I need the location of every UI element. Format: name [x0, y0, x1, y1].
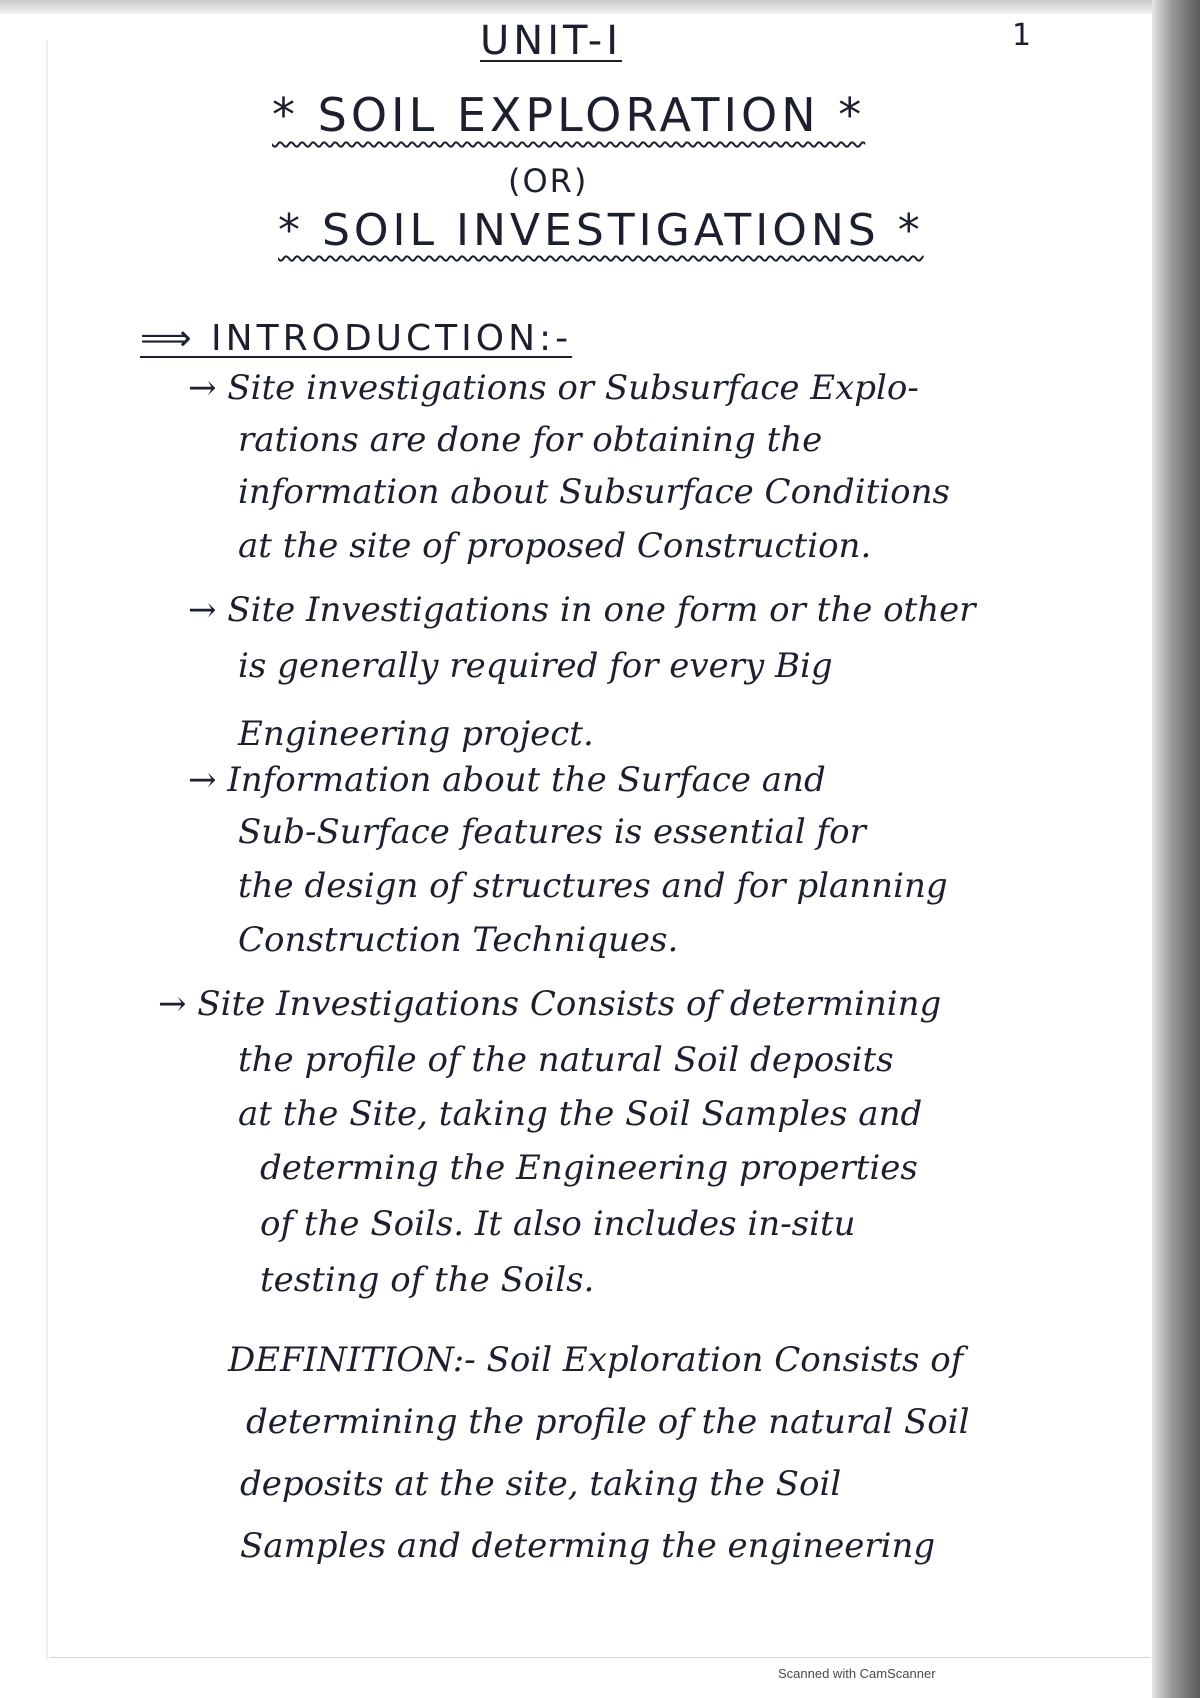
definition-line: determining the profile of the natural Soil — [246, 1402, 970, 1442]
definition-line: DEFINITION:- Soil Exploration Consists of — [228, 1340, 964, 1380]
title-soil-investigations: * SOIL INVESTIGATIONS * — [278, 205, 924, 256]
intro-line: information about Subsurface Conditions — [238, 472, 950, 512]
intro-line: determing the Engineering properties — [260, 1148, 918, 1188]
intro-line: rations are done for obtaining the — [238, 420, 823, 460]
title-or-label: (OR) — [508, 162, 589, 200]
intro-line: Sub-Surface features is essential for — [238, 812, 866, 852]
intro-line: → Site Investigations in one form or the other — [188, 590, 976, 630]
intro-line: the profile of the natural Soil deposits — [238, 1040, 894, 1080]
intro-line: the design of structures and for planning — [238, 866, 948, 906]
intro-line: of the Soils. It also includes in-situ — [260, 1204, 856, 1244]
page-number: 1 — [1012, 18, 1032, 53]
intro-line: → Information about the Surface and — [188, 760, 826, 800]
intro-line: Construction Techniques. — [238, 920, 679, 960]
camscanner-watermark: Scanned with CamScanner — [778, 1666, 936, 1681]
intro-line: testing of the Soils. — [260, 1260, 595, 1300]
introduction-heading: ⟹ INTRODUCTION:- — [140, 318, 573, 359]
intro-line: → Site investigations or Subsurface Explo- — [188, 368, 919, 408]
intro-line: Engineering project. — [238, 714, 594, 754]
intro-line: is generally required for every Big — [238, 646, 833, 686]
intro-line: at the Site, taking the Soil Samples and — [238, 1094, 923, 1134]
scan-right-edge — [1152, 0, 1200, 1698]
page-margin-line — [46, 40, 48, 1660]
page-bottom-rule — [50, 1657, 1150, 1658]
title-soil-exploration: * SOIL EXPLORATION * — [272, 88, 866, 142]
definition-line: deposits at the site, taking the Soil — [240, 1464, 842, 1504]
intro-line: at the site of proposed Construction. — [238, 526, 872, 566]
scan-top-edge — [0, 0, 1200, 14]
definition-line: Samples and determing the engineering — [240, 1526, 936, 1566]
unit-heading: UNIT-I — [480, 18, 622, 64]
intro-line: → Site Investigations Consists of determining — [158, 984, 942, 1024]
